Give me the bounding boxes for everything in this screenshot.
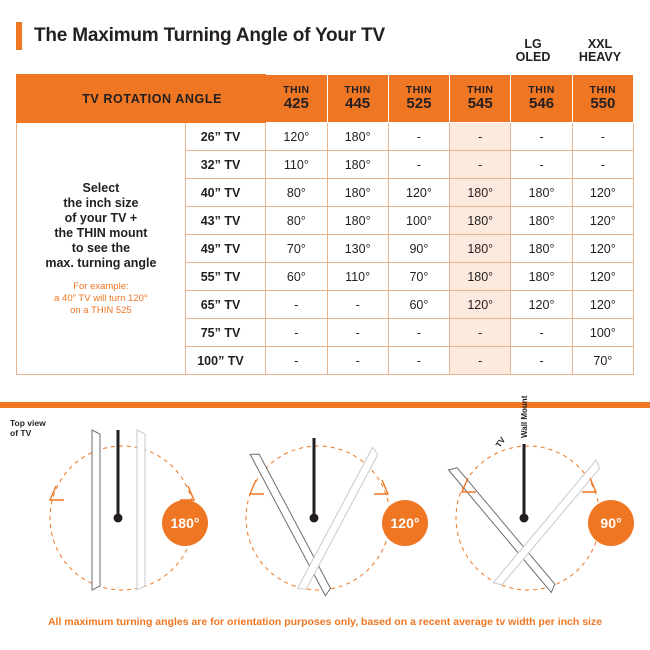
row-size-label: 26” TV [185,123,265,151]
cell-value: - [327,319,388,347]
rotation-diagrams-svg [0,408,650,608]
column-header-thin-550 [572,75,633,123]
cell-value: 180° [327,151,388,179]
note-example-line-2: a 40″ TV will turn 120° [54,292,148,304]
column-header-thin-546-num: 546 [529,95,555,113]
cell-value: 60° [266,263,327,291]
note-line-1: Select [82,180,120,195]
cell-value: 80° [266,179,327,207]
cell-value: - [388,151,449,179]
note-line-4: the THIN mount [54,225,148,240]
column-header-thin-550-top: THIN [589,84,617,97]
column-header-thin-425-top: THIN [283,84,310,97]
column-header-thin-525 [388,75,449,123]
diagram-label-wall-mount: Wall Mount [520,395,529,438]
cell-value: 180° [450,179,511,207]
row-size-label: 75” TV [185,319,265,347]
cell-value: - [327,347,388,375]
cell-value: 180° [450,207,511,235]
cell-value: 120° [511,291,572,319]
column-header-thin-545-top: THIN [466,84,494,97]
diagram-section [0,395,650,608]
angle-badge-90: 90° [588,500,634,546]
column-header-thin-550-num: 550 [590,95,616,113]
cell-value: - [511,151,572,179]
cell-value: 180° [511,179,572,207]
row-size-label: 40” TV [185,179,265,207]
table-header-row [17,75,634,123]
row-size-label: 32” TV [185,151,265,179]
column-header-thin-525-num: 525 [406,95,432,113]
cell-value: - [266,347,327,375]
diagram-120 [246,438,390,596]
note-line-6: max. turning angle [45,255,157,270]
cell-value: 120° [388,179,449,207]
cell-value: - [266,291,327,319]
cell-value: 80° [266,207,327,235]
table-header-label: TV ROTATION ANGLE [17,75,266,123]
cell-value: 180° [511,235,572,263]
column-header-thin-525-top: THIN [405,84,433,97]
super-header-xxl-line2: HEAVY [578,50,622,64]
note-line-3: of your TV + [64,210,138,225]
column-header-thin-546 [511,75,572,123]
note-line-2: the inch size [63,195,139,210]
column-header-thin-425 [266,75,327,123]
cell-value: 120° [572,263,633,291]
diagram-label-tv: TV [494,435,508,450]
cell-value: 180° [327,123,388,151]
row-size-label: 43” TV [185,207,265,235]
cell-value: 70° [388,263,449,291]
cell-value: 60° [388,291,449,319]
cell-value: 180° [327,179,388,207]
top-view-label-line1: Top view [10,418,46,428]
cell-value: 180° [511,263,572,291]
cell-value: - [266,319,327,347]
angle-badge-180: 180° [162,500,208,546]
cell-value: 130° [327,235,388,263]
cell-value: - [327,291,388,319]
title-accent-bar [16,22,22,50]
angle-badge-120: 120° [382,500,428,546]
cell-value: 120° [572,179,633,207]
cell-value: - [511,123,572,151]
cell-value: 100° [388,207,449,235]
cell-value: 100° [572,319,633,347]
note-example-line-3: on a THIN 525 [70,304,132,316]
cell-value: 70° [266,235,327,263]
super-header-lg-line1: LG [524,37,542,51]
column-header-thin-545 [450,75,511,123]
row-size-label: 49” TV [185,235,265,263]
cell-value: 120° [572,291,633,319]
cell-value: - [511,347,572,375]
column-header-thin-445-num: 445 [345,95,371,113]
cell-value: - [388,347,449,375]
note-line-5: to see the [71,240,131,255]
page-title [16,22,385,50]
column-header-thin-545-num: 545 [467,95,493,113]
column-header-thin-546-top: THIN [528,84,555,97]
cell-value: 120° [450,291,511,319]
column-header-thin-445 [327,75,388,123]
cell-value: - [511,319,572,347]
left-instruction-note [17,123,186,375]
rotation-angle-table [16,74,634,375]
cell-value: - [450,123,511,151]
cell-value: - [388,319,449,347]
row-size-label: 55” TV [185,263,265,291]
diagram-90 [448,444,602,592]
super-header-xxl-heavy [566,38,634,64]
footnote-text: All maximum turning angles are for orientation purposes only, based on a recent average tv width per inch size [47,616,603,628]
table-row [17,123,634,151]
cell-value: 180° [450,263,511,291]
row-size-label: 100” TV [185,347,265,375]
title-text: The Maximum Turning Angle of Your TV [34,25,385,46]
cell-value: 180° [327,207,388,235]
cell-value: 90° [388,235,449,263]
row-size-label: 65” TV [185,291,265,319]
cell-value: - [450,151,511,179]
cell-value: 120° [266,123,327,151]
cell-value: 120° [572,235,633,263]
top-view-label-line2: of TV [10,428,32,438]
super-header-xxl-line1: XXL [587,37,613,51]
cell-value: 120° [572,207,633,235]
super-header-lg-line2: OLED [515,50,551,64]
cell-value: 180° [511,207,572,235]
cell-value: 110° [327,263,388,291]
super-header-lg-oled [502,38,564,64]
cell-value: 110° [266,151,327,179]
note-example [25,281,177,317]
cell-value: - [388,123,449,151]
cell-value: - [572,123,633,151]
note-example-line-1: For example: [73,280,129,292]
cell-value: - [450,347,511,375]
column-header-thin-425-num: 425 [283,95,309,113]
cell-value: 70° [572,347,633,375]
cell-value: - [450,319,511,347]
cell-value: - [572,151,633,179]
cell-value: 180° [450,235,511,263]
column-header-thin-445-top: THIN [344,84,371,97]
